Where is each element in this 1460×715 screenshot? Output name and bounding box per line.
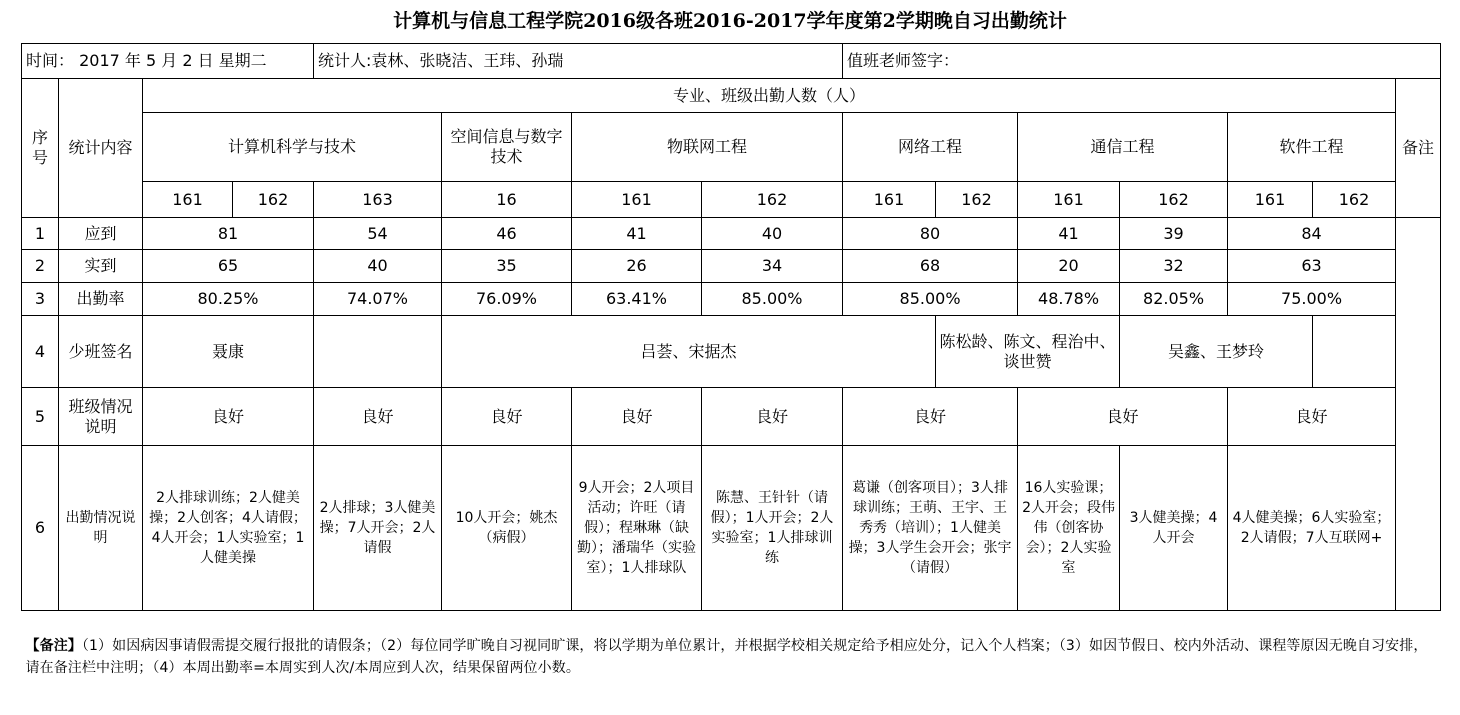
value-cell [1313, 316, 1441, 388]
major-network: 网络工程 [843, 113, 1018, 182]
value-cell: 2人排球；3人健美操；7人开会；2人请假 [314, 446, 442, 611]
value-cell: 葛谦（创客项目）；3人排球训练；王萌、王宇、王秀秀（培训）；1人健美操；3人学生会开会；张宇（请假） [843, 446, 1018, 611]
value-cell: 40 [314, 250, 442, 283]
value-cell: 40 [702, 218, 843, 250]
value-cell: 48.78% [1018, 283, 1120, 316]
value-cell: 39 [1120, 218, 1228, 250]
row-label: 实到 [59, 250, 143, 283]
notes-text: （1）如因病因事请假需提交履行报批的请假条；（2）每位同学旷晚自习视同旷课，将以学期为单位累计，并根据学校相关规定给予相应处分，记入个人档案；（3）如因节假日、校内外活动、课程等原因无晚自习安排，请在备注栏中注明；（4）本周出勤率=本周实到人次/本周应到人次，结果保留两位小数。 [25, 637, 1428, 676]
value-cell: 32 [1120, 250, 1228, 283]
value-cell [314, 316, 442, 388]
table-row [22, 388, 1441, 446]
value-cell: 74.07% [314, 283, 442, 316]
table-row [22, 218, 1441, 250]
teacher-sign-cell: 值班老师签字： [843, 44, 1441, 79]
value-cell: 63 [1228, 250, 1396, 283]
class-iot-161: 161 [572, 182, 702, 218]
value-cell: 41 [1018, 218, 1120, 250]
value-cell: 76.09% [442, 283, 572, 316]
value-cell: 41 [572, 218, 702, 250]
value-cell: 85.00% [843, 283, 1018, 316]
value-cell: 良好 [1228, 388, 1396, 446]
value-cell: 良好 [442, 388, 572, 446]
value-cell: 3人健美操；4人开会 [1120, 446, 1228, 611]
value-cell: 46 [442, 218, 572, 250]
class-comm-161: 161 [1018, 182, 1120, 218]
row-no: 2 [22, 250, 59, 283]
class-soft-162: 162 [1313, 182, 1396, 218]
row-no: 1 [22, 218, 59, 250]
major-spatial: 空间信息与数字技术 [442, 113, 572, 182]
value-cell: 10人开会；姚杰（病假） [442, 446, 572, 611]
value-cell: 82.05% [1120, 283, 1228, 316]
value-cell: 80 [843, 218, 1018, 250]
row-no: 5 [22, 388, 59, 446]
value-cell: 陈松龄、陈文、程治中、谈世赞 [936, 316, 1120, 388]
value-cell: 54 [314, 218, 442, 250]
table-row [22, 283, 1441, 316]
page-title: 计算机与信息工程学院2016级各班2016-2017学年度第2学期晚自习出勤统计 [393, 10, 1067, 32]
major-iot: 物联网工程 [572, 113, 843, 182]
value-cell: 35 [442, 250, 572, 283]
value-cell: 26 [572, 250, 702, 283]
notes-cell [22, 611, 1441, 703]
class-spatial-16: 16 [442, 182, 572, 218]
value-cell: 良好 [1018, 388, 1228, 446]
value-cell: 良好 [572, 388, 702, 446]
value-cell: 75.00% [1228, 283, 1396, 316]
notes-block [22, 635, 1441, 679]
row-no: 3 [22, 283, 59, 316]
major-software: 软件工程 [1228, 113, 1396, 182]
row-label: 少班签名 [59, 316, 143, 388]
value-cell: 16人实验课；2人开会；段伟伟（创客协会）；2人实验室 [1018, 446, 1120, 611]
value-cell: 20 [1018, 250, 1120, 283]
table-row [22, 446, 1441, 611]
class-cs-161: 161 [143, 182, 233, 218]
header-content: 统计内容 [59, 79, 143, 218]
row-label: 应到 [59, 218, 143, 250]
value-cell: 85.00% [702, 283, 843, 316]
row-label: 出勤率 [59, 283, 143, 316]
major-cs: 计算机科学与技术 [143, 113, 442, 182]
class-net-162: 162 [936, 182, 1018, 218]
header-group: 专业、班级出勤人数（人） [143, 79, 1396, 113]
value-cell: 81 [143, 218, 314, 250]
value-cell: 68 [843, 250, 1018, 283]
class-cs-162: 162 [233, 182, 314, 218]
value-cell: 34 [702, 250, 843, 283]
counters-cell: 统计人:袁林、张晓洁、王玮、孙瑞 [314, 44, 843, 79]
major-comm: 通信工程 [1018, 113, 1228, 182]
value-cell: 80.25% [143, 283, 314, 316]
value-cell: 84 [1228, 218, 1396, 250]
value-cell: 良好 [843, 388, 1018, 446]
value-cell: 陈慧、王针针（请假）；1人开会；2人实验室；1人排球训练 [702, 446, 843, 611]
row-no: 4 [22, 316, 59, 388]
value-cell: 吴鑫、王梦玲 [1120, 316, 1313, 388]
table-row [22, 250, 1441, 283]
value-cell: 63.41% [572, 283, 702, 316]
value-cell: 聂康 [143, 316, 314, 388]
class-comm-162: 162 [1120, 182, 1228, 218]
date-cell: 时间： 2017 年 5 月 2 日 星期二 [22, 44, 314, 79]
class-iot-162: 162 [702, 182, 843, 218]
value-cell: 65 [143, 250, 314, 283]
value-cell: 良好 [314, 388, 442, 446]
attendance-table [21, 43, 1441, 703]
class-cs-163: 163 [314, 182, 442, 218]
row-label: 出勤情况说明 [59, 446, 143, 611]
header-remark: 备注 [1396, 79, 1441, 218]
value-cell: 良好 [143, 388, 314, 446]
value-cell: 2人排球训练；2人健美操；2人创客；4人请假；4人开会；1人实验室；1人健美操 [143, 446, 314, 611]
header-seq: 序号 [22, 79, 59, 218]
row-no: 6 [22, 446, 59, 611]
notes-label: 【备注】 [25, 637, 82, 654]
class-soft-161: 161 [1228, 182, 1313, 218]
row-label: 班级情况说明 [59, 388, 143, 446]
remark-cell [1396, 218, 1441, 611]
table-row [22, 316, 1441, 388]
value-cell: 吕荟、宋据杰 [442, 316, 936, 388]
class-net-161: 161 [843, 182, 936, 218]
value-cell: 9人开会；2人项目活动；许旺（请假）；程琳琳（缺勤）；潘瑞华（实验室）；1人排球队 [572, 446, 702, 611]
value-cell: 良好 [702, 388, 843, 446]
value-cell: 4人健美操；6人实验室；2人请假；7人互联网+ [1228, 446, 1396, 611]
